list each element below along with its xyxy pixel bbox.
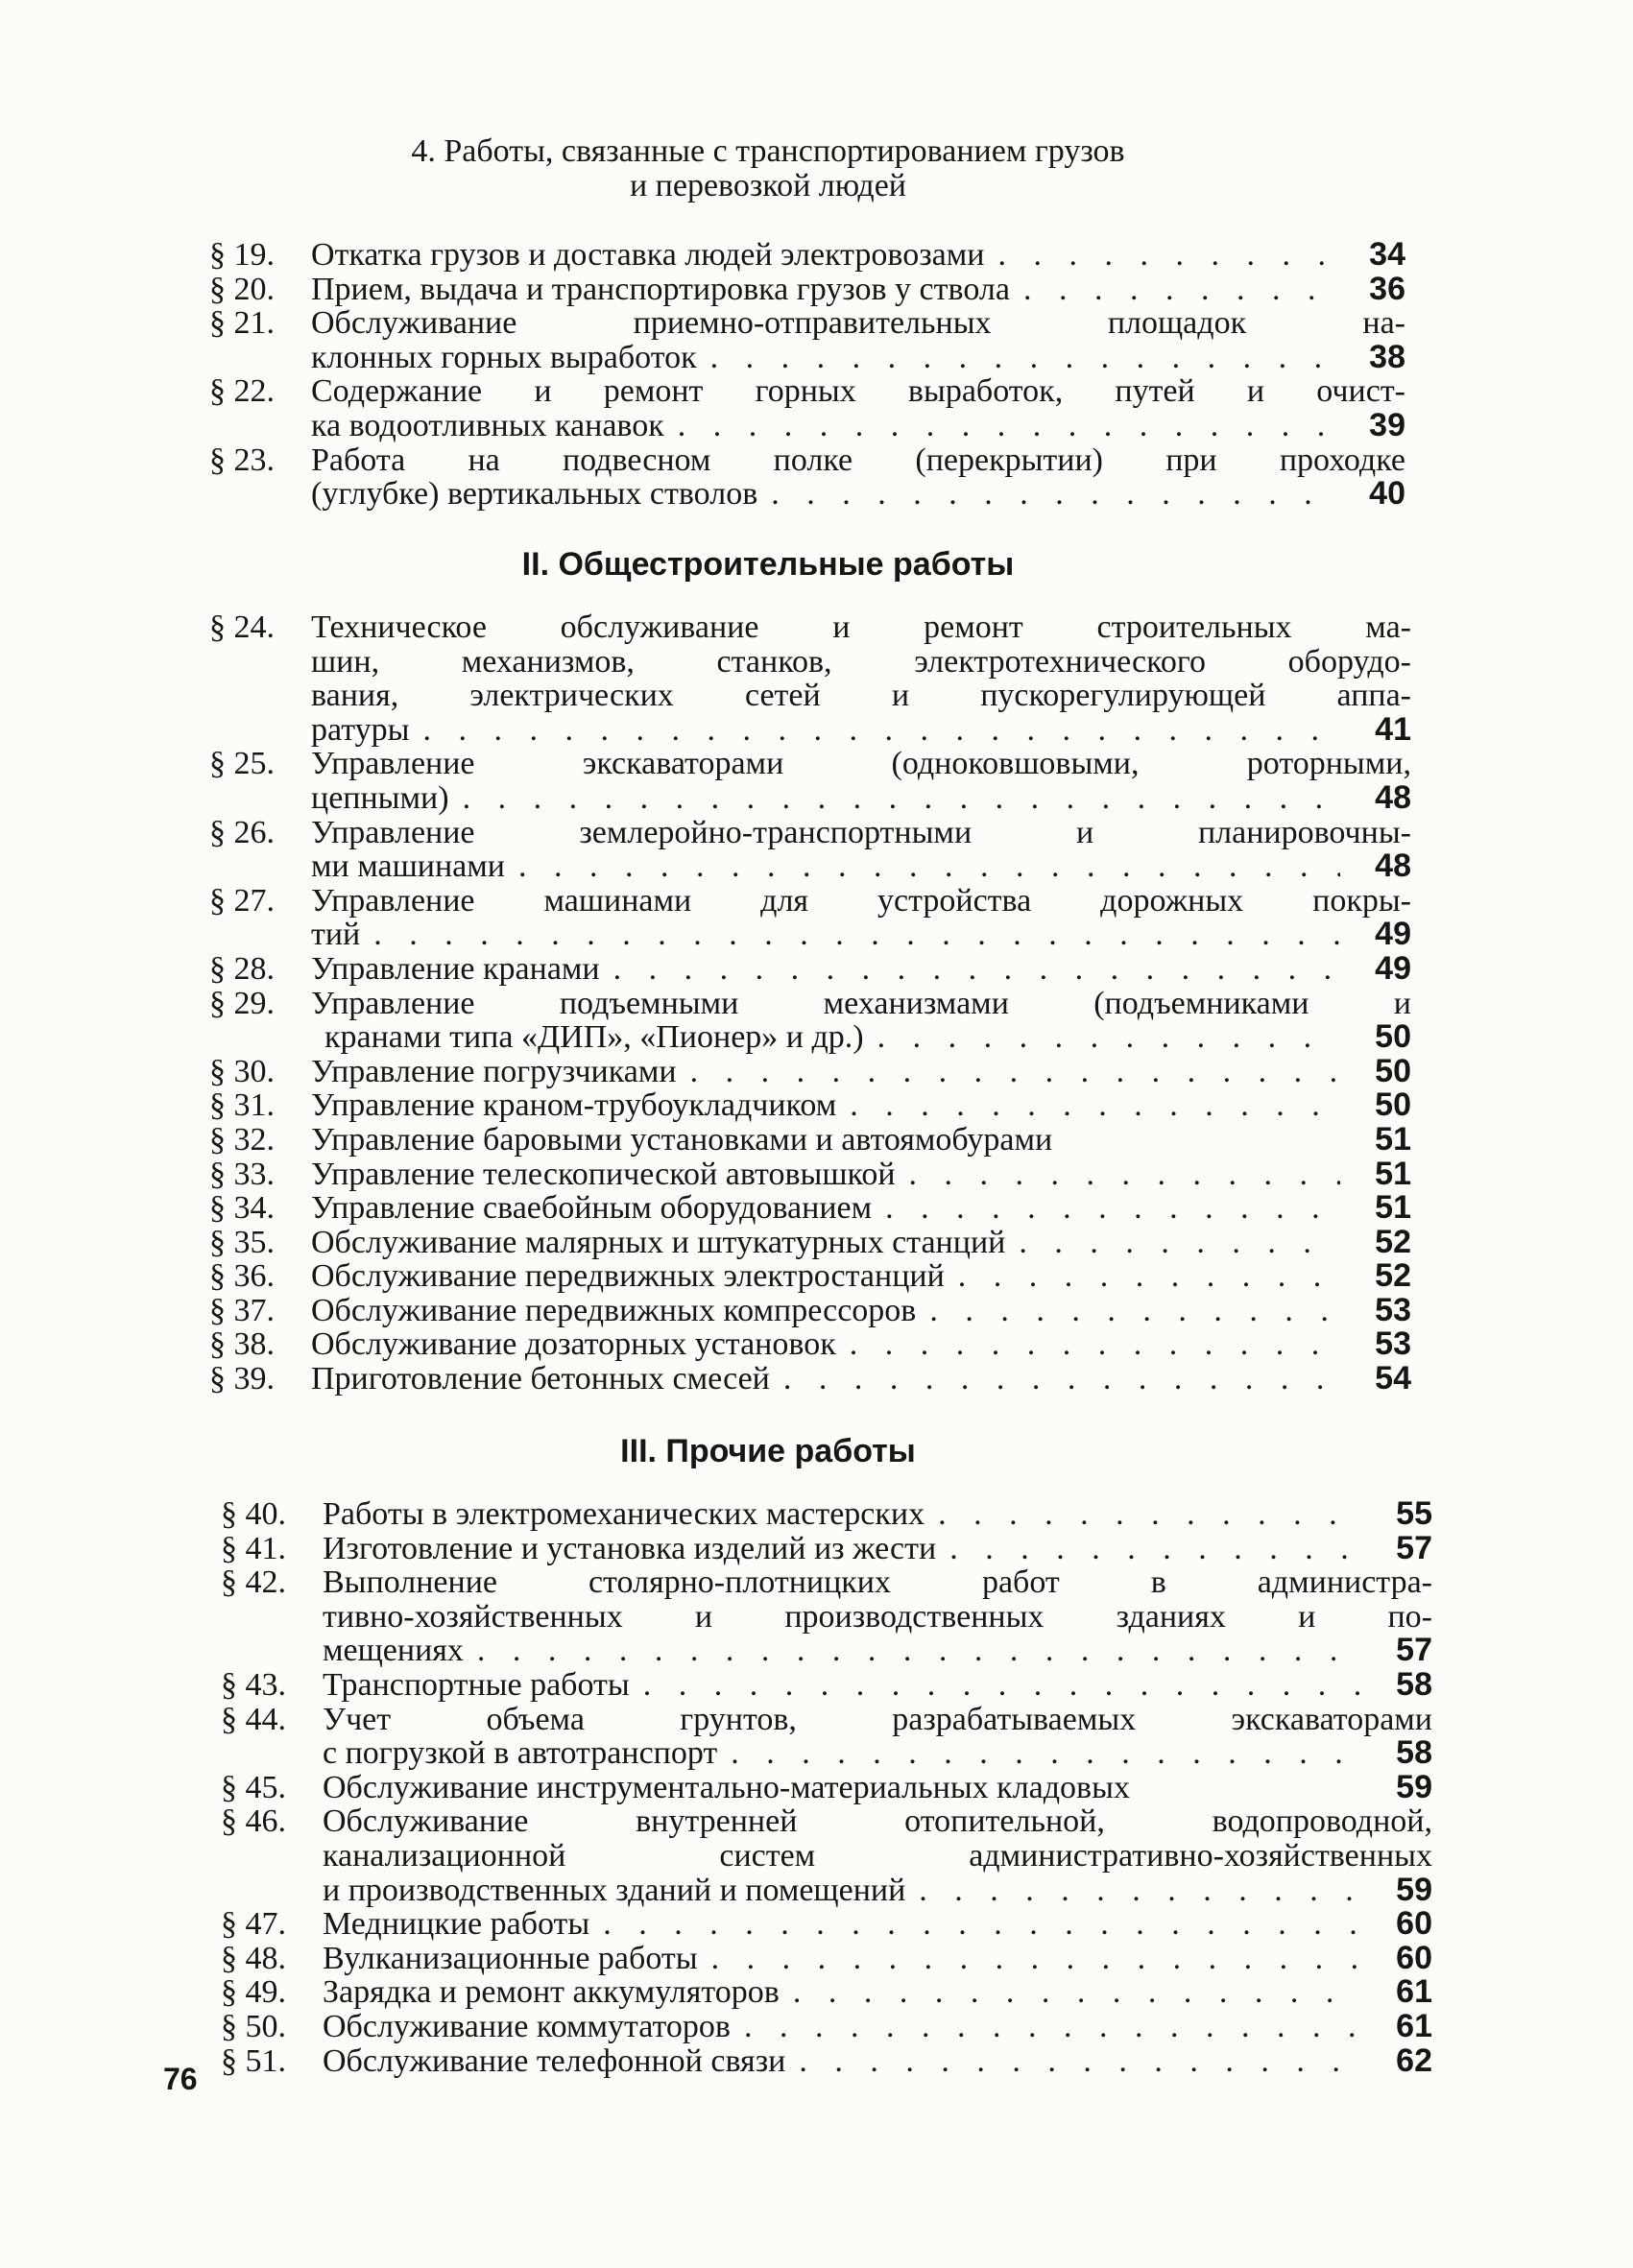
dot-leader <box>925 1497 1361 1532</box>
toc-entry <box>209 306 1405 374</box>
toc-entry-page: 51 <box>1375 1120 1411 1158</box>
section-2-heading: II. Общестроительные работы <box>521 546 1015 583</box>
dot-leader <box>785 2044 1361 2079</box>
toc-entry <box>209 1223 1411 1260</box>
toc-entry-title: Обслуживание передвижных компрессоров <box>311 1292 917 1328</box>
toc-entry-title: (углубке) вертикальных стволов <box>311 476 758 513</box>
toc-entry-text-line: Выполнение столярно-плотницких работ в администра- <box>323 1564 1432 1601</box>
section-3-heading: III. Прочие работы <box>620 1433 916 1469</box>
toc-entry-body <box>311 1052 1411 1089</box>
toc-entry-text-line: Управление землеройно-транспортными и планировочны- <box>311 814 1411 850</box>
toc-entry <box>209 987 1411 1055</box>
toc-entry-title: Изготовление и установка изделий из жести <box>323 1530 937 1566</box>
toc-entry-number: § 37. <box>209 1292 275 1328</box>
toc-entry-page: 59 <box>1396 1871 1432 1908</box>
toc-entry-page: 51 <box>1375 1189 1411 1227</box>
toc-entry-page: 62 <box>1396 2041 1432 2079</box>
toc-entry-body <box>323 1665 1432 1703</box>
toc-entry-title: Откатка грузов и доставка людей электровозами <box>311 237 985 273</box>
toc-entry-page: 41 <box>1375 710 1411 748</box>
toc-entry-number: § 44. <box>221 1701 286 1737</box>
toc-entry-number: § 28. <box>209 950 275 987</box>
toc-entry-text-line: шин, механизмов, станков, электротехнического оборудо- <box>311 643 1411 680</box>
toc-entry-body <box>323 1939 1432 1976</box>
toc-entry-number: § 31. <box>209 1087 275 1124</box>
toc-entry-text-line: канализационной систем административно-хозяйственных <box>323 1837 1432 1874</box>
toc-list-section-4 <box>209 238 1405 512</box>
toc-entry <box>209 238 1405 273</box>
dot-leader <box>836 1088 1340 1123</box>
toc-entry-title: Вулканизационные работы <box>323 1940 698 1976</box>
toc-entry-page: 60 <box>1396 1905 1432 1943</box>
toc-entry <box>221 1768 1432 1805</box>
toc-entry-body <box>311 949 1411 987</box>
toc-entry-text-line: тивно-хозяйственных и производственных зданиях и по- <box>323 1598 1432 1635</box>
toc-entry-page: 53 <box>1375 1325 1411 1363</box>
toc-entry-title: Обслуживание инструментально-материальных кладовых <box>323 1769 1130 1805</box>
dot-leader <box>780 1975 1361 2010</box>
toc-entry-body <box>311 374 1405 442</box>
toc-entry-title: Работы в электромеханических мастерских <box>323 1496 925 1532</box>
toc-entry-number: § 46. <box>221 1803 286 1840</box>
toc-entry-page: 34 <box>1369 236 1405 273</box>
toc-entry-title: Транспортные работы <box>323 1666 630 1703</box>
toc-entry-page: 57 <box>1396 1529 1432 1566</box>
toc-entry-page: 57 <box>1396 1632 1432 1669</box>
toc-entry-title: ратуры <box>311 711 410 748</box>
toc-entry-page: 60 <box>1396 1939 1432 1976</box>
toc-entry-number: § 36. <box>209 1258 275 1295</box>
dot-leader <box>449 781 1340 816</box>
toc-entry-body <box>323 1565 1432 1668</box>
dot-leader <box>409 713 1340 748</box>
toc-entry-body <box>311 1362 1411 1397</box>
toc-entry <box>209 1191 1411 1226</box>
toc-entry-body <box>323 1804 1432 1907</box>
toc-entry-page: 52 <box>1375 1257 1411 1295</box>
dot-leader <box>905 1874 1361 1908</box>
toc-entry-body <box>311 816 1411 884</box>
toc-entry-body <box>311 1120 1411 1158</box>
toc-entry-page: 49 <box>1375 916 1411 953</box>
toc-entry <box>221 1804 1432 1907</box>
toc-entry-page: 49 <box>1375 949 1411 987</box>
toc-entry-page: 38 <box>1369 338 1405 375</box>
toc-list-section-2 <box>209 610 1411 1397</box>
toc-entry-number: § 32. <box>209 1121 275 1158</box>
dot-leader <box>1005 1226 1340 1260</box>
toc-entry-number: § 29. <box>209 985 275 1021</box>
page-number: 76 <box>163 2062 198 2096</box>
section-4-heading <box>221 134 1315 203</box>
toc-entry-title: Обслуживание телефонной связи <box>323 2042 786 2079</box>
dot-leader <box>945 1259 1340 1294</box>
dot-leader <box>770 1362 1340 1397</box>
dot-leader <box>589 1907 1361 1942</box>
toc-entry-title: с погрузкой в автотранспорт <box>323 1735 718 1772</box>
toc-entry-page: 50 <box>1375 1086 1411 1124</box>
toc-entry-body <box>311 270 1405 307</box>
toc-entry-title: Приготовление бетонных смесей <box>311 1361 770 1397</box>
toc-entry <box>209 374 1405 442</box>
dot-leader <box>464 1634 1361 1668</box>
toc-entry <box>221 1565 1432 1668</box>
toc-entry-title: Медницкие работы <box>323 1906 590 1943</box>
toc-entry <box>209 747 1411 815</box>
toc-entry-number: § 40. <box>221 1496 286 1532</box>
toc-entry-text-line: Управление экскаваторами (одноковшовыми, роторными, <box>311 746 1411 782</box>
toc-entry-body <box>311 1291 1411 1328</box>
toc-entry-body <box>323 1529 1432 1566</box>
toc-entry <box>209 1155 1411 1192</box>
dot-leader <box>505 849 1340 884</box>
toc-entry-page: 52 <box>1375 1223 1411 1260</box>
dot-leader <box>717 1736 1361 1771</box>
toc-entry-title: Зарядка и ремонт аккумуляторов <box>323 1974 780 2011</box>
toc-entry-body <box>323 1907 1432 1942</box>
toc-entry-text-line: Учет объема грунтов, разрабатываемых экскаваторами <box>323 1701 1432 1737</box>
toc-entry-text-line: вания, электрических сетей и пускорегулирующей аппа- <box>311 678 1411 714</box>
toc-entry-number: § 21. <box>209 305 275 342</box>
toc-entry <box>221 1529 1432 1566</box>
toc-entry <box>221 2007 1432 2044</box>
toc-entry-title: кранами типа «ДИП», «Пионер» и др.) <box>324 1019 864 1056</box>
dot-leader <box>984 238 1334 273</box>
toc-entry-number: § 45. <box>221 1769 286 1805</box>
toc-entry-number: § 50. <box>221 2008 286 2044</box>
section-4-title-line2: и перевозкой людей <box>629 168 907 203</box>
dot-leader <box>630 1668 1361 1703</box>
toc-entry-title: Управление баровыми установками и автоямобурами <box>311 1121 1053 1158</box>
toc-entry-number: § 49. <box>221 1974 286 2011</box>
dot-leader <box>664 409 1334 443</box>
toc-entry-body <box>311 1088 1411 1123</box>
toc-entry-body <box>311 610 1411 747</box>
toc-entry-body <box>311 1191 1411 1226</box>
toc-entry <box>221 1939 1432 1976</box>
toc-entry-body <box>311 884 1411 952</box>
toc-entry-number: § 23. <box>209 442 275 478</box>
dot-leader <box>677 1055 1340 1089</box>
toc-entry <box>209 1291 1411 1328</box>
dot-leader <box>731 2010 1361 2044</box>
toc-entry-title: мещениях <box>323 1633 464 1669</box>
toc-entry-number: § 27. <box>209 882 275 919</box>
toc-entry-text-line: Обслуживание внутренней отопительной, водопроводной, <box>323 1803 1432 1840</box>
toc-entry-page: 36 <box>1369 270 1405 307</box>
toc-entry <box>221 1665 1432 1703</box>
toc-entry-body <box>323 2007 1432 2044</box>
toc-entry <box>209 1362 1411 1397</box>
toc-entry <box>221 1703 1432 1771</box>
toc-entry-title: Обслуживание коммутаторов <box>323 2008 731 2044</box>
toc-entry-title: Управление кранами <box>311 950 600 987</box>
toc-entry <box>209 270 1405 307</box>
dot-leader <box>757 477 1334 512</box>
toc-entry-title: тий <box>311 917 361 953</box>
toc-entry-title: и производственных зданий и помещений <box>323 1872 906 1908</box>
toc-entry-page: 50 <box>1375 1052 1411 1089</box>
dot-leader <box>916 1294 1340 1328</box>
toc-entry-number: § 30. <box>209 1053 275 1089</box>
toc-entry-number: § 34. <box>209 1190 275 1227</box>
toc-entry-number: § 41. <box>221 1530 286 1566</box>
toc-entry-number: § 48. <box>221 1940 286 1976</box>
dot-leader <box>1010 273 1334 307</box>
toc-entry-body <box>311 1223 1411 1260</box>
toc-entry-title: ка водоотливных канавок <box>311 407 664 443</box>
toc-entry-body <box>311 1259 1411 1294</box>
toc-entry-body <box>323 1768 1432 1805</box>
toc-entry-page: 55 <box>1396 1495 1432 1532</box>
toc-entry <box>221 1497 1432 1532</box>
toc-entry-page: 48 <box>1375 778 1411 816</box>
toc-entry <box>209 1088 1411 1123</box>
toc-entry-number: § 19. <box>209 237 275 273</box>
toc-entry-page: 59 <box>1396 1768 1432 1805</box>
toc-entry-number: § 39. <box>209 1361 275 1397</box>
toc-entry <box>209 443 1405 512</box>
toc-entry <box>221 1907 1432 1942</box>
toc-entry-body <box>323 1703 1432 1771</box>
section-4-title-line1: 4. Работы, связанные с транспортированием грузов <box>411 133 1125 169</box>
toc-entry-title: Обслуживание дозаторных установок <box>311 1326 836 1363</box>
toc-entry-page: 53 <box>1375 1291 1411 1328</box>
toc-entry-body <box>323 2041 1432 2079</box>
toc-entry <box>221 2041 1432 2079</box>
toc-entry-body <box>323 1497 1432 1532</box>
toc-entry <box>209 1120 1411 1158</box>
toc-entry-title: Обслуживание малярных и штукатурных станций <box>311 1224 1006 1260</box>
dot-leader <box>936 1532 1361 1566</box>
toc-entry-number: § 33. <box>209 1156 275 1192</box>
dot-leader <box>864 1020 1340 1055</box>
toc-entry-body <box>311 443 1405 512</box>
toc-entry-body <box>311 1155 1411 1192</box>
toc-entry-title: Прием, выдача и транспортировка грузов у ствола <box>311 271 1010 307</box>
toc-entry-text-line: Управление машинами для устройства дорожных покры- <box>311 882 1411 919</box>
toc-entry-body <box>311 306 1405 374</box>
dot-leader <box>836 1327 1340 1362</box>
toc-entry-text-line: Работа на подвесном полке (перекрытии) при проходке <box>311 442 1405 478</box>
toc-entry-number: § 20. <box>209 271 275 307</box>
toc-entry-title: ми машинами <box>311 848 505 885</box>
toc-entry <box>209 610 1411 747</box>
dot-leader <box>698 1942 1361 1976</box>
toc-entry-page: 54 <box>1375 1360 1411 1397</box>
toc-entry-number: § 38. <box>209 1326 275 1363</box>
toc-entry-page: 58 <box>1396 1734 1432 1772</box>
dot-leader <box>697 341 1334 375</box>
toc-entry-body <box>311 987 1411 1055</box>
toc-entry-text-line: Обслуживание приемно-отправительных площадок на- <box>311 305 1405 342</box>
toc-entry-page: 58 <box>1396 1665 1432 1703</box>
toc-entry-page: 40 <box>1369 475 1405 513</box>
toc-entry-body <box>311 1327 1411 1362</box>
toc-entry <box>221 1975 1432 2010</box>
toc-entry <box>209 1259 1411 1294</box>
dot-leader <box>600 952 1340 987</box>
toc-entry-title: цепными) <box>311 779 449 816</box>
toc-entry-title: Обслуживание передвижных электростанций <box>311 1258 945 1295</box>
dot-leader <box>360 918 1340 952</box>
toc-entry-body <box>323 1975 1432 2010</box>
toc-entry-body <box>311 238 1405 273</box>
toc-entry-page: 51 <box>1375 1155 1411 1192</box>
toc-entry-title: Управление телескопической автовышкой <box>311 1156 896 1192</box>
toc-entry-page: 39 <box>1369 406 1405 443</box>
toc-entry-title: Управление сваебойным оборудованием <box>311 1190 873 1227</box>
toc-entry-title: Управление погрузчиками <box>311 1053 677 1089</box>
toc-entry-text-line: Управление подъемными механизмами (подъемниками и <box>311 985 1411 1021</box>
toc-entry-number: § 43. <box>221 1666 286 1703</box>
dot-leader <box>896 1158 1340 1192</box>
toc-entry-page: 61 <box>1396 2007 1432 2044</box>
toc-entry-number: § 26. <box>209 814 275 850</box>
toc-entry <box>209 949 1411 987</box>
toc-entry-page: 50 <box>1375 1018 1411 1056</box>
toc-entry-title: Управление краном-трубоукладчиком <box>311 1087 837 1124</box>
toc-entry <box>209 884 1411 952</box>
toc-entry-number: § 35. <box>209 1224 275 1260</box>
toc-entry-number: § 51. <box>221 2042 286 2079</box>
toc-entry-number: § 42. <box>221 1564 286 1601</box>
toc-entry-number: § 47. <box>221 1906 286 1943</box>
toc-entry <box>209 1327 1411 1362</box>
toc-entry-body <box>311 747 1411 815</box>
toc-entry-text-line: Техническое обслуживание и ремонт строительных ма- <box>311 609 1411 645</box>
toc-entry-page: 61 <box>1396 1973 1432 2011</box>
toc-entry-title: клонных горных выработок <box>311 339 697 375</box>
toc-entry-number: § 24. <box>209 609 275 645</box>
toc-entry-text-line: Содержание и ремонт горных выработок, путей и очист- <box>311 373 1405 410</box>
toc-entry <box>209 1052 1411 1089</box>
toc-list-section-3 <box>221 1497 1432 2078</box>
toc-entry <box>209 816 1411 884</box>
toc-entry-page: 48 <box>1375 848 1411 885</box>
toc-entry-number: § 22. <box>209 373 275 410</box>
dot-leader <box>872 1191 1340 1226</box>
toc-entry-number: § 25. <box>209 746 275 782</box>
